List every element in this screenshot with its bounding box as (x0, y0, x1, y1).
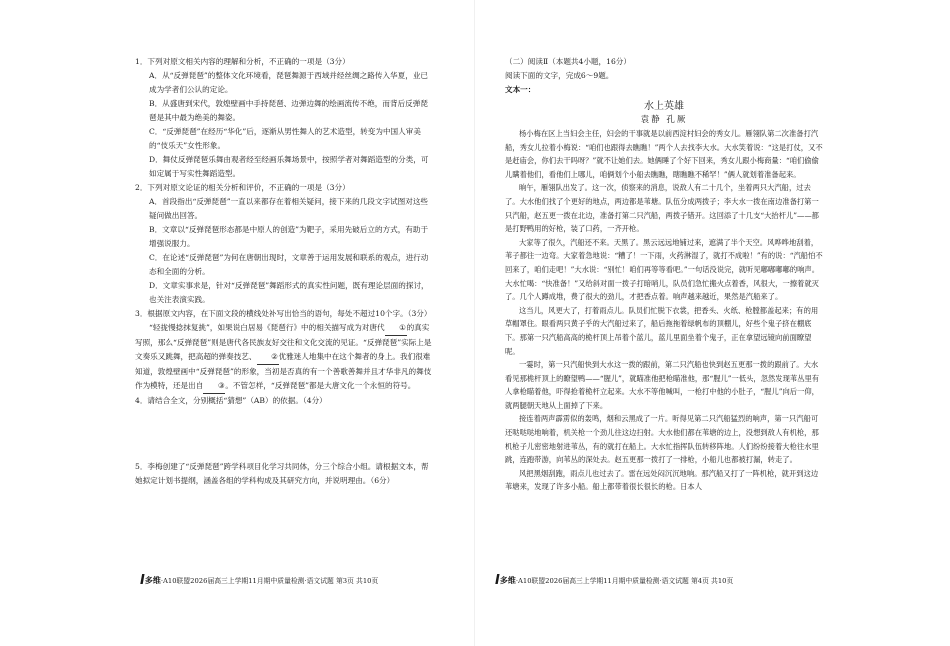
question-5 (135, 460, 435, 488)
question-3 (135, 307, 435, 394)
right-column (505, 55, 823, 494)
story-title: 水上英雄 (644, 101, 684, 112)
passage-part-d: 。不管怎样，“反弹琵琶”都是大唐文化一个永恒的符号。 (225, 381, 416, 390)
answer-space (135, 408, 435, 460)
question-1-option-d: D．舞仗反弹琵琶乐舞由观者经至经画乐舞场景中，按照学者对舞蹈造型的分类，可如定属于写实性舞蹈造型。 (149, 155, 429, 178)
text-label: 文本一： (505, 85, 536, 94)
footer-text-right: ·A10联盟2026届高三上学期11月期中质量检测·语文试题 第4页 共10页 (515, 577, 734, 585)
brand-logo-icon: Ⅰ (140, 573, 145, 588)
paragraph-4: 这当儿，风更大了，打着雨点儿。队员们忙脱下衣裳，把香头、火纸、枪膛都盖起来；有的用草帽罩住。眼看两只黄子乎的大汽船过来了，船后拖拖着绿帆布的顶棚儿，好些个鬼子挤在棚底下。那第一只汽船高高的桅杆顶上吊着个蓝儿，蓝儿里面坐着个鬼子，正在拿望远镜向前面瞭望呢。 (505, 305, 819, 356)
right-footer (495, 574, 733, 587)
question-1-stem: 1．下列对原文相关内容的理解和分析，不正确的一项是（3分） (135, 57, 350, 66)
brand-name: 多维 (144, 575, 161, 585)
footer-text: ·A10联盟2026届高三上学期11月期中质量检测·语文试题 第3页 共10页 (160, 577, 379, 585)
paragraph-5: 一霎时，第一只汽船快到大水这一拨的跟前，第二只汽船也快到赵五更那一拨的跟前了。大水看见那桅杆顶上的瞭望鸭——“腥儿”，就瞄准他把枪瞄准他，那“腥儿”一低头，忽然发现苇丛里有人拿枪瞄着他，吓得抢着桅杆立起来。大水不等他喊叫，一枪打中他的小肚子，“腥儿”向后一仰，就两腿朝天地从上面掉了下来。 (505, 360, 820, 410)
question-2-stem: 2．下列对原文论证的相关分析和评价，不正确的一项是（3分） (135, 183, 350, 192)
question-1-option-c: C．“反弹琵琶”在经历“华化”后，逐渐从男性舞人的艺术造型，转变为中国人审美的“伎乐天”女性形象。 (149, 127, 421, 150)
section-heading: （二）阅读Ⅱ（本题共4小题，16分） (505, 57, 631, 66)
story-body (505, 127, 823, 494)
passage-part-a: “轻拢慢捻抹复挑”，如果说白居易《琵琶行》中的相关描写成为对唐代 (149, 323, 385, 332)
left-column (135, 55, 435, 488)
story-authors: 袁静 孔厥 (640, 115, 688, 125)
blank-3[interactable]: ③ (203, 379, 225, 394)
paragraph-7: 风把黑烟刮跑，雨点儿也过去了。雷在远处闷沉沉地响。那汽船又打了一阵机枪，就开到这边苇塘来，发现了许多小船。船上都带着很长很长的枪。日本人 (505, 468, 819, 492)
passage-part-b: 的真实写照，那么“反弹琵琶”则是唐代各民族友好交往和文化交流的见证。“反弹琵琶”实际上是文奏乐又跳舞，把高超的弹奏技艺、 (135, 323, 432, 361)
question-1 (135, 55, 435, 181)
instruction: 阅读下面的文字，完成6～9题。 (505, 71, 614, 80)
paragraph-1: 杨小梅在区上当妇会主任，妇会的干事就是以前西淀村妇会的秀女儿。雁翎队第二次准备打汽船，秀女儿拉着小梅说：“咱们也跟得去瞧瞧！”两个人去找李大水。大水笑着说：“这是打仗，又不是赶庙会，你们去干吗呀？”就不让她们去。她俩睡了个好下回来，秀女儿跟小梅商量：“咱们偷偷儿瞒着他们，看他们上哪儿，咱俩划个小船去瞧瞧，瞎瞧瞧不稀罕！”俩人就划着准备起来。 (505, 129, 823, 179)
brand-name-right: 多维 (499, 575, 516, 585)
question-2-option-d: D．文章实事求是，针对“反弹琵琶”舞蹈形式的真实性问题，既有理论层面的探讨，也关注表演实践。 (149, 281, 429, 304)
question-3-passage (135, 321, 435, 394)
question-5-stem: 5．李梅创建了“反弹琵琶”跨学科项目化学习共同体，分三个综合小组。请根据文本，帮她拟定计划书提纲，涵盖各组的学科构成及其研究方向，并说明理由。（6分） (135, 462, 429, 485)
question-2-option-b: B．文章以“反弹琵琶形态都是中原人的创造”为靶子，采用先破后立的方式，有助于增强说服力。 (149, 225, 429, 248)
blank-1[interactable]: ① (385, 321, 407, 336)
passage-part-c: 优雅迷人地集中在这个舞者的身上。我们很难知道，敦煌壁画中“反弹琵琶”的形象，当初是否真的有一个善歌善舞并且才华非凡的舞伎作为模特，还是出自 (135, 352, 432, 390)
question-1-option-a: A．从“反弹琵琶”的整体文化环境看，琵琶舞源于西域并经丝绸之路传入华夏，业已成为学者们公认的定论。 (149, 71, 429, 94)
question-4 (135, 394, 435, 408)
question-2-option-a: A．首段指出“反弹琵琶”一直以来都存在着相关疑问，接下来的几段文字试图对这些疑问做出回答。 (149, 197, 429, 220)
brand-logo-icon-right: Ⅰ (495, 573, 500, 588)
paragraph-6: 接连着两声霹雳似的轰鸣，烟和云黑成了一片。听得见第二只汽船猛烈的响声，第一只汽船可还哒哒哒地响着，机关枪一个劲儿往这边扫射。大水他们都在苇塘的边上，没想到敌人有机枪，那机枪子儿密密地射进苇丛，有的就打在船上。大水忙指挥队伍转移阵地。人们纷纷接着大枪往水里跳，连跑带游，向苇丛的深处去。赵五更那一拨打了一排枪，小船儿也都被打漏，转走了。 (505, 414, 819, 465)
question-2 (135, 181, 435, 307)
paragraph-2: 晌午，雁翎队出发了。这一次，侦察来的消息，说敌人有二十几个，坐着两只大汽船，过去了。大水他们找了个更好的地点，两边都是苇塘。队伍分成两拨子；李大水一拨在南边准备打第一只汽船，赵五更一拨在北边，准备打第二只汽船，两拨子错开。这回添了十几支“大抬杆儿”——都是打野鸭用的好枪，装了口药，一齐开枪。 (505, 183, 819, 234)
blank-2[interactable]: ② (257, 350, 279, 365)
question-3-stem: 3．根据原文内容，在下面文段的横线处补写出恰当的语句，每处不超过10个字。（3分） (135, 309, 432, 318)
question-2-option-c: C．在论述“反弹琵琶”为何在唐朝出现时，文章善于运用发展和联系的观点，进行动态和全面的分析。 (149, 253, 429, 276)
left-footer (140, 574, 378, 587)
paragraph-3: 大家等了很久，汽船还不来。天黑了。黑云远远地铺过来，遮满了半个天空。风哗哗地刮着，苇子都往一边弯。大家着急地说：“糟了！一下雨，火药淋湿了，就打不成啦！”有的说：“汽船怕不回来了，咱们走吧！”大水说：“别忙！咱们再等等看吧。”一句话没说完，就听见嘟嘟嘟嘟的响声。大水忙喝：“快准备！”又给斜对面一拨子打暗哨儿，队员们急忙搬火点着香，风很大，一擦着就灭了。几个人蹲成堆，费了很大的劲儿，才把香点着。响声越来越近，果然是汽船来了。 (505, 237, 823, 302)
question-4-stem: 4．请结合全文，分别概括“猜想”（AB）的依据。（4分） (135, 396, 327, 405)
question-1-option-b: B．从盛唐到宋代，敦煌壁画中手持琵琶、边弹边舞的绘画流传不绝，而背后反弹琵琶是其中最为绝美的舞姿。 (149, 99, 428, 122)
